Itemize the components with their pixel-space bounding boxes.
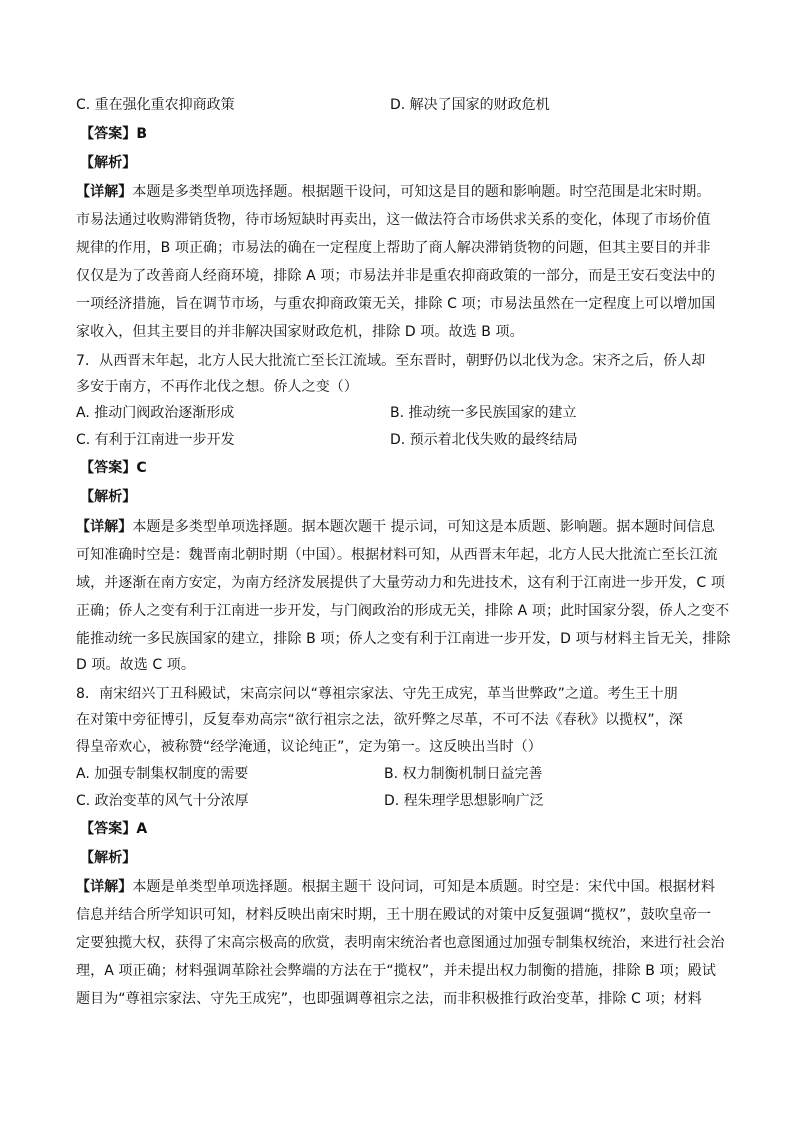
detail-text: 本题是单类型单项选择题。根据主题干 设问词，可知是本质题。时空是：宋代中国。根据材料 [132,879,716,895]
answer-tag: 【答案】 [80,126,137,142]
q7-stem-line-2: 多安于南方，不再作北伐之想。侨人之变（） [76,379,358,395]
q6-detail-line-1 [76,182,711,202]
q6-answer-line [80,124,147,144]
detail-tag: 【详解】 [76,519,133,535]
q7-option-b: B. 推动统一多民族国家的建立 [390,405,577,421]
detail-text: 本题是多类型单项选择题。据本题次题干 提示词，可知这是本质题、影响题。据本题时间信息 [132,519,716,535]
q8-detail-line-3: 定要独揽大权，获得了宋高宗极高的欣赏，表明南宋统治者也意图通过加强专制集权统治，来进行社会治 [76,935,725,951]
detail-text: 本题是多类型单项选择题。根据题干设问，可知这是目的题和影响题。时空范围是北宋时期。 [132,184,711,200]
q8-option-a: A. 加强专制集权制度的需要 [76,766,249,782]
q7-option-c: C. 有利于江南进一步开发 [76,432,235,448]
q8-option-c: C. 政治变革的风气十分浓厚 [76,793,249,809]
analysis-tag: 【解析】 [80,155,137,171]
q8-option-b: B. 权力制衡机制日益完善 [384,766,543,782]
q8-stem-line-3: 得皇帝欢心，被称赞“经学淹通，议论纯正”，定为第一。这反映出当时（） [76,739,542,755]
q6-detail-line-4: 仅仅是为了改善商人经商环境，排除 A 项；市易法并非是重农抑商政策的一部分，而是王安石变法中的 [76,268,716,284]
answer-value: B [136,126,148,142]
q6-option-c: C. 重在强化重农抑商政策 [76,97,235,113]
analysis-tag: 【解析】 [80,850,137,866]
q7-answer-line [80,458,147,478]
answer-value: C [136,460,147,476]
q8-detail-line-5: 题目为“尊祖宗家法、守先王成宪”，也即强调尊祖宗之法，而非积极推行政治变革，排除 C 项；材料 [76,991,702,1007]
q7-detail-line-3: 域，并逐渐在南方安定，为南方经济发展提供了大量劳动力和先进技术，这有利于江南进一步开发，C 项 [76,575,725,591]
q8-detail-line-2: 信息并结合所学知识可知，材料反映出南宋时期，王十朋在殿试的对策中反复强调“揽权”，鼓吹皇帝一 [76,907,712,923]
q7-detail-line-5: 能推动统一多民族国家的建立，排除 B 项；侨人之变有利于江南进一步开发，D 项与材料主旨无关，排除 [76,631,731,647]
q8-answer-line [80,819,147,839]
q6-detail-line-6: 家收入，但其主要目的并非解决国家财政危机，排除 D 项。故选 B 项。 [76,324,524,340]
q7-detail-line-4: 正确；侨人之变有利于江南进一步开发，与门阀政治的形成无关，排除 A 项；此时国家分裂，侨人之变不 [76,603,730,619]
q8-detail-line-4: 理，A 项正确；材料强调革除社会弊端的方法在于“揽权”，并未提出权力制衡的措施，排除 B 项；殿试 [76,963,716,979]
q7-option-a: A. 推动门阀政治逐渐形成 [76,405,235,421]
detail-tag: 【详解】 [76,184,133,200]
q8-stem-line-1: 8．南宋绍兴丁丑科殿试，宋高宗问以“尊祖宗家法、守先王成宪，革当世弊政”之道。考生王十朋 [76,686,678,702]
q8-detail-line-1 [76,877,715,897]
analysis-tag: 【解析】 [80,489,137,505]
q7-detail-line-1 [76,517,715,537]
q8-stem-line-2: 在对策中旁征博引，反复奉劝高宗“欲行祖宗之法，欲歼弊之尽革，不可不法《春秋》以揽权”，深 [76,712,683,728]
q6-detail-line-5: 一项经济措施，旨在调节市场，与重农抑商政策无关，排除 C 项；市易法虽然在一定程度上可以增加国 [76,296,716,312]
q7-detail-line-6: D 项。故选 C 项。 [76,657,196,673]
q7-option-d: D. 预示着北伐失败的最终结局 [390,432,578,448]
detail-tag: 【详解】 [76,879,133,895]
answer-value: A [136,821,148,837]
q7-stem-line-1: 7．从西晋末年起，北方人民大批流亡至长江流域。至东晋时，朝野仍以北伐为念。宋齐之后，侨人却 [76,353,706,369]
q6-option-d: D. 解决了国家的财政危机 [390,97,550,113]
q8-option-d: D. 程朱理学思想影响广泛 [384,793,544,809]
q6-detail-line-3: 规律的作用，B 项正确；市易法的确在一定程度上帮助了商人解决滞销货物的问题，但其主要目的并非 [76,240,711,256]
q7-detail-line-2: 可知准确时空是：魏晋南北朝时期（中国）。根据材料可知，从西晋末年起，北方人民大批流亡至长江流 [76,547,718,563]
answer-tag: 【答案】 [80,821,137,837]
answer-tag: 【答案】 [80,460,137,476]
q6-detail-line-2: 市易法通过收购滞销货物，待市场短缺时再卖出，这一做法符合市场供求关系的变化，体现了市场价值 [76,212,711,228]
